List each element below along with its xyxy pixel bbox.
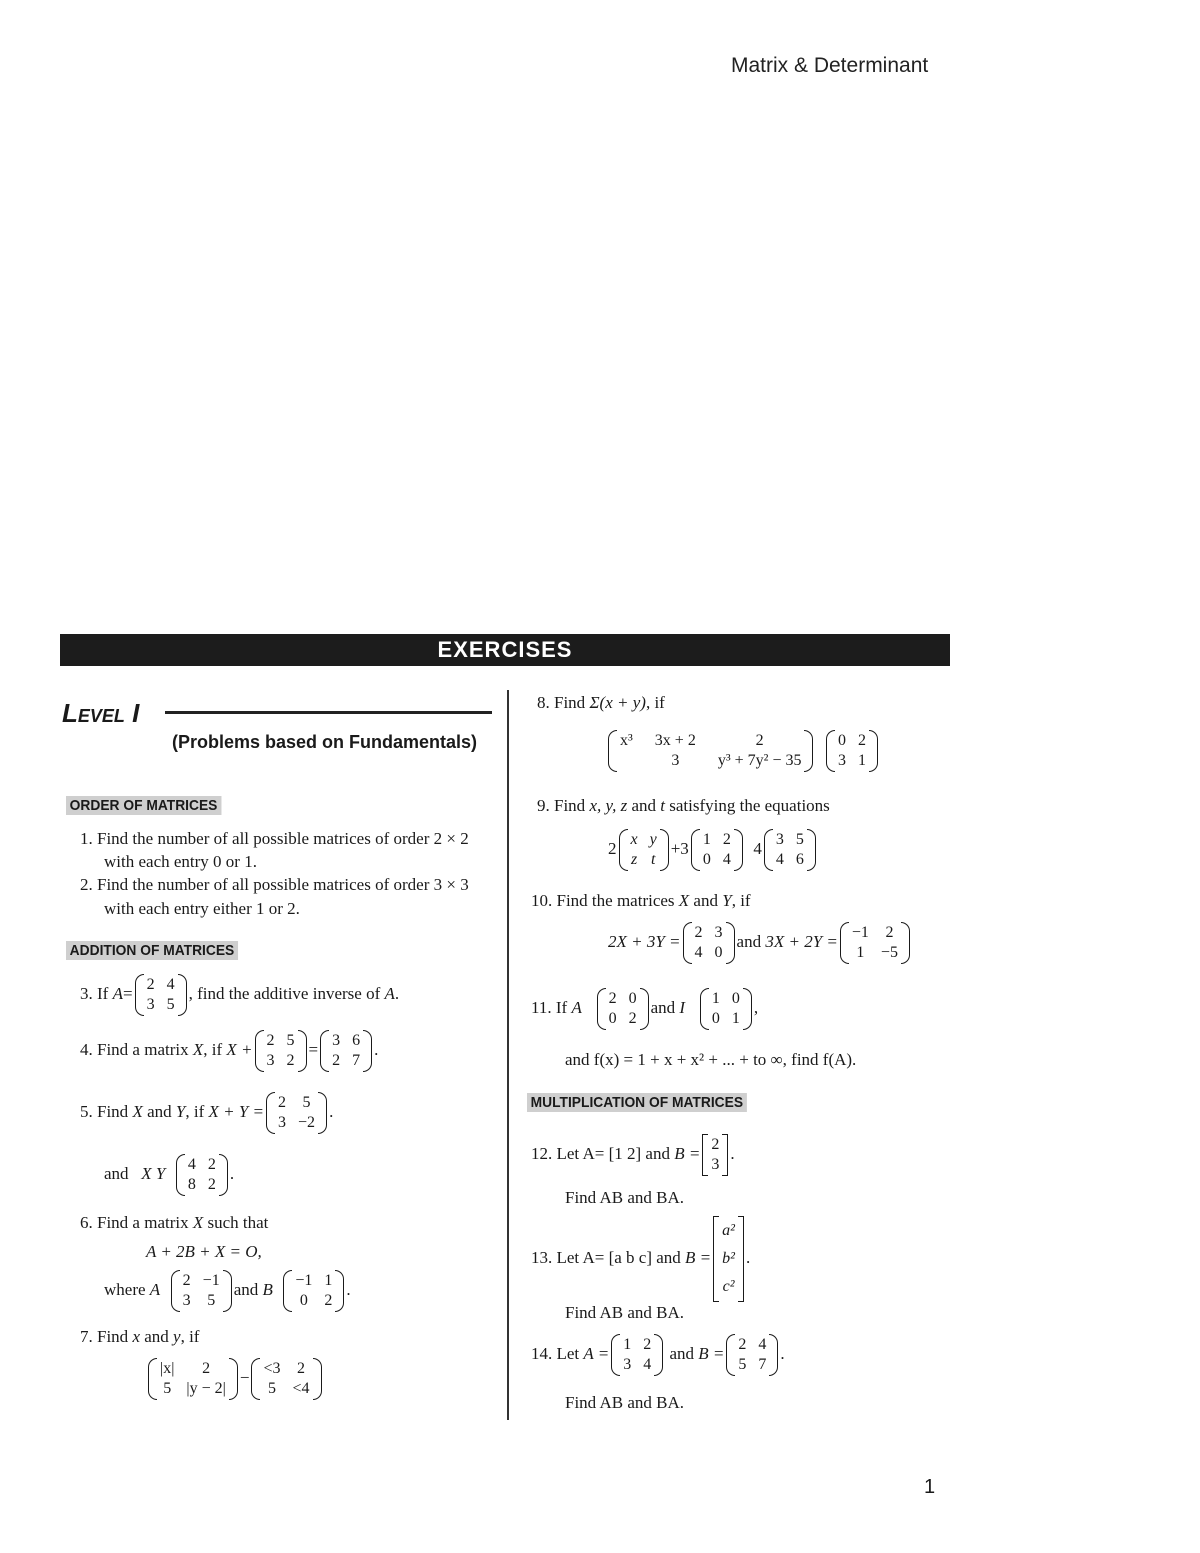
- punctuation: .: [780, 1343, 785, 1363]
- problem-6-equation: [146, 1241, 262, 1263]
- section-order-of-matrices: ORDER OF MATRICES: [66, 796, 221, 815]
- matrix-cell: 2: [738, 1336, 747, 1353]
- problem-number: 12.: [531, 1143, 553, 1163]
- matrix-cell: 3: [623, 1356, 632, 1373]
- expression: X +: [226, 1039, 253, 1059]
- matrix-cell: −1: [295, 1272, 313, 1289]
- matrix-cell: <4: [292, 1380, 310, 1397]
- matrix-cell: 3: [775, 831, 784, 848]
- problem-7-equation: [146, 1358, 324, 1400]
- matrix-cell: 1: [856, 944, 865, 961]
- matrix-cell: 2: [694, 924, 703, 941]
- problem-text: A= [a b c] and: [582, 1247, 681, 1267]
- matrix-cell: −2: [298, 1114, 316, 1131]
- matrix: [726, 1334, 778, 1376]
- matrix: [713, 1216, 744, 1302]
- matrix-cell: −1: [202, 1272, 220, 1289]
- problem-text: If: [555, 997, 568, 1017]
- problem-7: [80, 1326, 199, 1348]
- problem-text: Let: [556, 1143, 580, 1163]
- problem-11-line2: and f(x) = 1 + x + x² + ... + to ∞, find f(A).: [565, 1050, 857, 1069]
- matrix-cell: 2: [286, 1052, 295, 1069]
- operator: =: [122, 983, 133, 1003]
- matrix-cell: |x|: [160, 1360, 175, 1377]
- matrix: [148, 1358, 238, 1400]
- variable: X: [192, 1213, 204, 1232]
- problem-text: , find the additive inverse of: [188, 983, 381, 1003]
- level-rule: [165, 711, 492, 714]
- equation: A + 2B + X = O,: [146, 1242, 262, 1261]
- matrix-cell: 6: [795, 851, 804, 868]
- problem-text: Find a matrix: [97, 1213, 189, 1232]
- matrix-cell: y: [649, 831, 657, 848]
- matrix-cell: 2: [207, 1176, 216, 1193]
- matrix-cell: 5: [738, 1356, 747, 1373]
- problem-4: [80, 1030, 378, 1072]
- problem-13: [531, 1216, 750, 1302]
- coefficient: 2: [608, 838, 617, 858]
- variable: B: [262, 1279, 273, 1299]
- problem-2: [80, 874, 469, 896]
- variable: X: [678, 891, 690, 910]
- problem-number: 3.: [80, 983, 93, 1003]
- matrix-cell: c²: [722, 1278, 735, 1295]
- problem-8: [537, 692, 665, 714]
- level-subtitle: (Problems based on Fundamentals): [172, 732, 478, 752]
- matrix-cell: 2: [711, 1136, 720, 1153]
- problem-text: , if: [731, 891, 751, 910]
- problem-2-line2: with each entry either 1 or 2.: [104, 899, 300, 918]
- punctuation: .: [329, 1101, 334, 1121]
- matrix-cell: 4: [775, 851, 784, 868]
- problem-number: 8.: [537, 693, 550, 712]
- matrix-cell: 1: [623, 1336, 632, 1353]
- matrix-cell: 2: [202, 1360, 211, 1377]
- variable: t: [660, 796, 665, 815]
- section-multiplication-of-matrices: MULTIPLICATION OF MATRICES: [527, 1093, 747, 1112]
- operator: −: [239, 1367, 250, 1387]
- matrix-cell: 5: [267, 1380, 276, 1397]
- matrix-cell: 4: [187, 1156, 196, 1173]
- problem-text: and: [669, 1343, 695, 1363]
- matrix: [176, 1154, 228, 1196]
- problem-number: 1.: [80, 829, 93, 848]
- expression: B =: [674, 1143, 701, 1163]
- problem-text: Find the number of all possible matrices of order 3 × 3: [97, 875, 469, 894]
- problem-number: 2.: [80, 875, 93, 894]
- problem-text: Find the number of all possible matrices of order 2 × 2: [97, 829, 469, 848]
- expression: A =: [583, 1343, 610, 1363]
- problem-text: Find: [97, 1327, 129, 1346]
- problem-number: 10.: [531, 891, 553, 910]
- matrix-cell: 5: [163, 1380, 172, 1397]
- problem-text: and: [631, 796, 657, 815]
- matrix-cell: 2: [278, 1094, 287, 1111]
- matrix-cell: −1: [851, 924, 869, 941]
- matrix-cell: <3: [263, 1360, 281, 1377]
- problem-text: Find a matrix: [97, 1039, 189, 1059]
- matrix-cell: 2: [885, 924, 894, 941]
- problem-9: [537, 795, 830, 817]
- problem-text: A= [1 2] and: [582, 1143, 670, 1163]
- variable: I: [679, 997, 686, 1017]
- column-divider: [507, 690, 509, 1420]
- expression: Σ(x + y): [589, 693, 646, 712]
- matrix: [266, 1092, 327, 1134]
- matrix-cell: 3: [837, 752, 846, 769]
- matrix-cell: 4: [758, 1336, 767, 1353]
- matrix: [608, 730, 813, 772]
- problem-3: [80, 974, 399, 1016]
- punctuation: .: [730, 1143, 735, 1163]
- matrix-cell: t: [650, 851, 656, 868]
- matrix-cell: 2: [628, 1010, 637, 1027]
- problem-text: satisfying the equations: [669, 796, 830, 815]
- problem-11: [531, 988, 758, 1030]
- matrix-cell: 3: [278, 1114, 287, 1131]
- variable: A: [149, 1279, 161, 1299]
- problem-text: , if: [645, 693, 665, 712]
- problem-8-matrices: [606, 730, 880, 772]
- problem-text: Let: [556, 1247, 580, 1267]
- matrix: [683, 922, 735, 964]
- problem-text: and: [233, 1279, 259, 1299]
- variable: x: [132, 1327, 140, 1346]
- problem-number: 11.: [531, 997, 552, 1017]
- exercises-banner: [60, 634, 950, 666]
- coefficient: 4: [753, 838, 762, 858]
- matrix-cell: z: [630, 851, 638, 868]
- matrix-cell: 0: [299, 1292, 308, 1309]
- problem-text: and: [147, 1101, 172, 1121]
- matrix-cell: |y − 2|: [186, 1380, 226, 1397]
- variable: Y: [175, 1101, 186, 1121]
- matrix-cell: b²: [722, 1250, 735, 1267]
- matrix-cell: 3: [332, 1032, 341, 1049]
- matrix-cell: x: [630, 831, 638, 848]
- matrix-cell: 2: [332, 1052, 341, 1069]
- matrix: [255, 1030, 307, 1072]
- matrix: [283, 1270, 344, 1312]
- matrix-cell: 5: [795, 831, 804, 848]
- expression: 2X + 3Y =: [608, 931, 681, 951]
- problem-text: , if: [185, 1101, 205, 1121]
- problem-number: 4.: [80, 1039, 93, 1059]
- variable: X: [192, 1039, 204, 1059]
- problem-text: Find: [554, 796, 586, 815]
- problem-14: [531, 1334, 785, 1376]
- matrix-cell: 3x + 2: [654, 732, 696, 749]
- problem-text: and: [693, 891, 718, 910]
- variable: A: [112, 983, 123, 1003]
- matrix-cell: 2: [296, 1360, 305, 1377]
- problem-text: Find the matrices: [556, 891, 675, 910]
- expression: B =: [698, 1343, 725, 1363]
- problem-text: , if: [180, 1327, 200, 1346]
- expression: X + Y =: [208, 1101, 265, 1121]
- matrix-cell: 2: [146, 976, 155, 993]
- matrix-cell: 4: [722, 851, 731, 868]
- problem-1-line2: with each entry 0 or 1.: [104, 852, 257, 871]
- matrix-cell: y³ + 7y² − 35: [717, 752, 802, 769]
- matrix: [691, 829, 743, 871]
- punctuation: .: [229, 1163, 235, 1183]
- problem-number: 14.: [531, 1343, 553, 1363]
- operator: =: [308, 1039, 319, 1059]
- problem-text: and: [144, 1327, 169, 1346]
- matrix: [171, 1270, 232, 1312]
- problem-10: [531, 890, 751, 912]
- matrix-cell: 3: [711, 1156, 720, 1173]
- problem-text: Find: [554, 693, 586, 712]
- matrix-cell: 5: [286, 1032, 295, 1049]
- punctuation: .: [745, 1247, 751, 1267]
- page-number: 1: [924, 1476, 936, 1498]
- matrix-cell: 0: [628, 990, 637, 1007]
- matrix-cell: 2: [324, 1292, 333, 1309]
- matrix-cell: 7: [352, 1052, 361, 1069]
- variable: X: [132, 1101, 143, 1121]
- problem-5-line2: [104, 1154, 234, 1196]
- matrix-cell: 2: [266, 1032, 275, 1049]
- expression: 3X + 2Y =: [765, 931, 838, 951]
- problem-9-equation: [608, 829, 818, 871]
- matrix-cell: 0: [711, 1010, 720, 1027]
- problem-6-where: [104, 1270, 351, 1312]
- matrix: [135, 974, 187, 1016]
- matrix-cell: 0: [608, 1010, 617, 1027]
- matrix-cell: 0: [702, 851, 711, 868]
- problem-text: , if: [203, 1039, 223, 1059]
- matrix-cell: 5: [207, 1292, 216, 1309]
- level-title: Level I: [62, 698, 140, 728]
- problem-number: 6.: [80, 1213, 93, 1232]
- matrix-cell: 2: [207, 1156, 216, 1173]
- problem-text: and: [650, 997, 676, 1017]
- matrix: [764, 829, 816, 871]
- matrix-cell: 3: [671, 752, 680, 769]
- problem-10-equations: [608, 922, 912, 964]
- problem-1: [80, 828, 469, 850]
- variable: y: [173, 1327, 181, 1346]
- matrix: [320, 1030, 372, 1072]
- matrix-cell: 7: [758, 1356, 767, 1373]
- punctuation: .: [374, 1039, 379, 1059]
- variable: x, y, z: [589, 796, 628, 815]
- problem-number: 5.: [80, 1101, 93, 1121]
- matrix-cell: 2: [857, 732, 866, 749]
- problem-text: and: [736, 931, 762, 951]
- variable: A: [384, 983, 395, 1003]
- banner-title: EXERCISES: [437, 637, 573, 662]
- matrix-cell: x³: [620, 732, 633, 749]
- matrix-cell: 1: [731, 1010, 740, 1027]
- matrix-cell: 2: [608, 990, 617, 1007]
- matrix-cell: 5: [302, 1094, 311, 1111]
- problem-text: Let: [556, 1343, 580, 1363]
- matrix-cell: −5: [880, 944, 898, 961]
- matrix-cell: 6: [352, 1032, 361, 1049]
- matrix: [826, 730, 878, 772]
- matrix-cell: 1: [324, 1272, 333, 1289]
- matrix-cell: 8: [187, 1176, 196, 1193]
- expression: X Y: [141, 1163, 166, 1183]
- matrix: [840, 922, 910, 964]
- matrix-cell: 3: [182, 1292, 191, 1309]
- matrix: [702, 1134, 728, 1176]
- problem-5: [80, 1092, 333, 1134]
- matrix-cell: [620, 751, 633, 771]
- matrix-cell: 2: [643, 1336, 652, 1353]
- problem-text: If: [97, 983, 109, 1003]
- matrix-cell: 4: [694, 944, 703, 961]
- variable: A: [571, 997, 582, 1017]
- matrix-cell: 2: [722, 831, 731, 848]
- problem-text: where: [104, 1279, 146, 1299]
- matrix-cell: 0: [714, 944, 723, 961]
- matrix: [597, 988, 649, 1030]
- matrix-cell: 3: [266, 1052, 275, 1069]
- punctuation: ,: [753, 997, 759, 1017]
- matrix-cell: 3: [146, 996, 155, 1013]
- matrix-cell: 5: [166, 996, 175, 1013]
- problem-13-line2: Find AB and BA.: [565, 1303, 685, 1322]
- matrix-cell: 1: [702, 831, 711, 848]
- punctuation: .: [394, 983, 400, 1003]
- problem-number: 9.: [537, 796, 550, 815]
- matrix: [700, 988, 752, 1030]
- operator: +3: [670, 838, 689, 858]
- matrix-cell: 4: [166, 976, 175, 993]
- matrix: [619, 829, 669, 871]
- expression: B =: [685, 1247, 712, 1267]
- matrix-cell: 0: [731, 990, 740, 1007]
- punctuation: .: [346, 1279, 351, 1299]
- matrix-cell: 2: [182, 1272, 191, 1289]
- problem-number: 13.: [531, 1247, 553, 1267]
- problem-text: and: [104, 1163, 129, 1183]
- running-header: Matrix & Determinant: [731, 54, 929, 77]
- problem-text: such that: [207, 1213, 269, 1232]
- matrix-cell: 0: [837, 732, 846, 749]
- problem-12-line2: Find AB and BA.: [565, 1188, 685, 1207]
- variable: Y: [722, 891, 732, 910]
- matrix-cell: 3: [714, 924, 723, 941]
- problem-12: [531, 1134, 735, 1176]
- problem-6: [80, 1212, 268, 1234]
- problem-text: Find: [97, 1101, 129, 1121]
- matrix-cell: 1: [711, 990, 720, 1007]
- matrix: [611, 1334, 663, 1376]
- section-addition-of-matrices: ADDITION OF MATRICES: [66, 941, 238, 960]
- matrix-cell: 4: [643, 1356, 652, 1373]
- problem-14-line2: Find AB and BA.: [565, 1393, 685, 1412]
- matrix-cell: 2: [755, 732, 764, 749]
- problem-number: 7.: [80, 1327, 93, 1346]
- matrix: [251, 1358, 321, 1400]
- matrix-cell: 1: [857, 752, 866, 769]
- matrix-cell: a²: [722, 1222, 735, 1239]
